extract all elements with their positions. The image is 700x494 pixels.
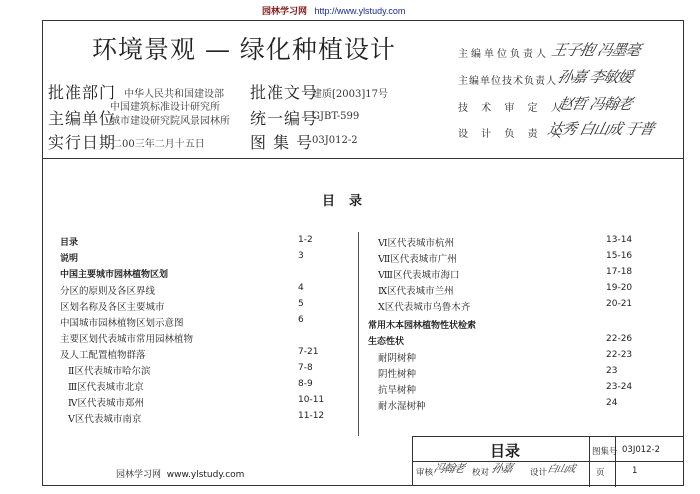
review-signature: 冯翰老	[432, 462, 466, 475]
toc-item: Ⅴ区代表城市南京	[68, 414, 142, 425]
toc-page: 15-16	[606, 251, 633, 261]
date-value: 二00三年二月十五日	[112, 139, 205, 150]
toc-page: 23-24	[606, 382, 633, 392]
toc-page: 7-8	[298, 363, 313, 373]
design-label: 设计	[530, 468, 548, 478]
footer-watermark	[116, 467, 244, 480]
toc-page: 22-26	[606, 334, 633, 344]
signature-label: 技 术 审 定 人	[458, 103, 566, 114]
watermark-site-name: 园林学习网	[262, 6, 308, 16]
toc-item: Ⅸ区代表城市兰州	[378, 286, 454, 297]
signature-label: 主编单位技术负责人	[458, 76, 557, 87]
toc-item: 生态性状	[368, 337, 405, 347]
atlas-label: 图 集 号	[250, 133, 314, 152]
toc-page: 3	[298, 251, 304, 261]
toc-item: 分区的原则及各区界线	[60, 286, 156, 297]
title-block-title: 目录	[490, 442, 521, 460]
toc-page: 10-11	[298, 395, 325, 405]
toc-item: 常用木本园林植物性状检索	[368, 321, 477, 331]
approval-dept-label: 批准部门	[48, 83, 117, 102]
editor-value-2: 城市建设研究院风景园林所	[110, 116, 230, 127]
toc-item: 目录	[60, 238, 79, 248]
toc-item: 说明	[60, 254, 79, 264]
toc-item: 阴性树种	[378, 369, 417, 380]
check-signature: 孙嘉	[490, 462, 514, 475]
signature-mark: 孙嘉 李敏媛	[555, 68, 634, 86]
editor-label: 主编单位	[48, 109, 117, 128]
toc-page: 24	[606, 398, 618, 408]
toc-page: 22-23	[606, 350, 633, 360]
toc-page: 6	[298, 315, 304, 325]
footer-url: www.ylstudy.com	[166, 470, 245, 480]
toc-page: 19-20	[606, 283, 633, 293]
toc-page: 11-12	[298, 411, 325, 421]
site-watermark	[262, 4, 405, 17]
code-label: 统一编号	[250, 109, 319, 128]
toc-item: 中国主要城市园林植物区划	[60, 270, 169, 280]
page-title: 环境景观 — 绿化种植设计	[92, 35, 396, 64]
toc-item: 中国城市园林植物区划示意图	[60, 318, 184, 329]
date-label: 实行日期	[48, 133, 117, 152]
footer-site-name: 园林学习网	[116, 470, 162, 480]
approval-doc-value: 建质[2003]17号	[312, 89, 388, 100]
signature-mark: 达秀 白山成 于普	[545, 120, 656, 138]
title-block-rule	[589, 437, 590, 487]
toc-item: Ⅶ区代表城市广州	[378, 254, 457, 265]
page-number: 1	[632, 466, 638, 476]
header-divider	[42, 158, 684, 159]
atlas-value: 03J012-2	[312, 135, 358, 146]
toc-item: Ⅷ区代表城市海口	[378, 270, 460, 281]
watermark-url	[310, 6, 406, 16]
toc-page: 5	[298, 299, 304, 309]
toc-item: 抗旱树种	[378, 385, 417, 396]
toc-page: 1-2	[298, 235, 313, 245]
toc-item: Ⅱ区代表城市哈尔滨	[68, 366, 151, 377]
toc-item: 主要区划代表城市常用园林植物	[60, 334, 194, 345]
toc-item: 区划名称及各区主要城市	[60, 302, 165, 313]
toc-item: Ⅳ区代表城市郑州	[68, 398, 144, 409]
editor-value-1: 中国建筑标准设计研究所	[110, 102, 220, 113]
toc-page: 4	[298, 283, 304, 293]
check-label: 校对	[472, 468, 490, 478]
toc-item: Ⅵ区代表城市杭州	[378, 238, 455, 249]
signature-mark: 赵哲 冯翰老	[555, 95, 634, 113]
toc-item: Ⅲ区代表城市北京	[68, 382, 144, 393]
toc-page: 7-21	[298, 347, 319, 357]
approval-dept-value: 中华人民共和国建设部	[124, 89, 224, 100]
title-block-atlas-label: 图集号	[592, 447, 618, 457]
watermark-url-text: http://www.ylstudy.com	[314, 6, 406, 16]
approval-doc-label: 批准文号	[250, 83, 319, 102]
toc-item: 及人工配置植物群落	[60, 350, 146, 361]
signature-label: 设 计 负 责 人	[458, 129, 566, 140]
code-value: GJBT-599	[312, 111, 360, 122]
toc-page: 8-9	[298, 379, 313, 389]
toc-page: 23	[606, 366, 618, 376]
toc-title: 目录	[322, 194, 377, 209]
signature-label: 主编单位负责人	[458, 49, 549, 60]
toc-page: 20-21	[606, 299, 633, 309]
toc-page: 17-18	[606, 267, 633, 277]
review-label: 审核	[416, 468, 434, 478]
title-block-atlas-value: 03J012-2	[622, 445, 661, 455]
page-label: 页	[596, 468, 605, 478]
toc-item: Ⅹ区代表城市乌鲁木齐	[378, 302, 471, 313]
signature-mark: 王子抱 冯墨毫	[549, 41, 642, 59]
toc-page: 13-14	[606, 235, 633, 245]
toc-item: 耐水湿树种	[378, 401, 426, 412]
column-divider	[358, 232, 359, 436]
design-signature: 白山成	[546, 464, 576, 475]
toc-item: 耐阴树种	[378, 353, 417, 364]
